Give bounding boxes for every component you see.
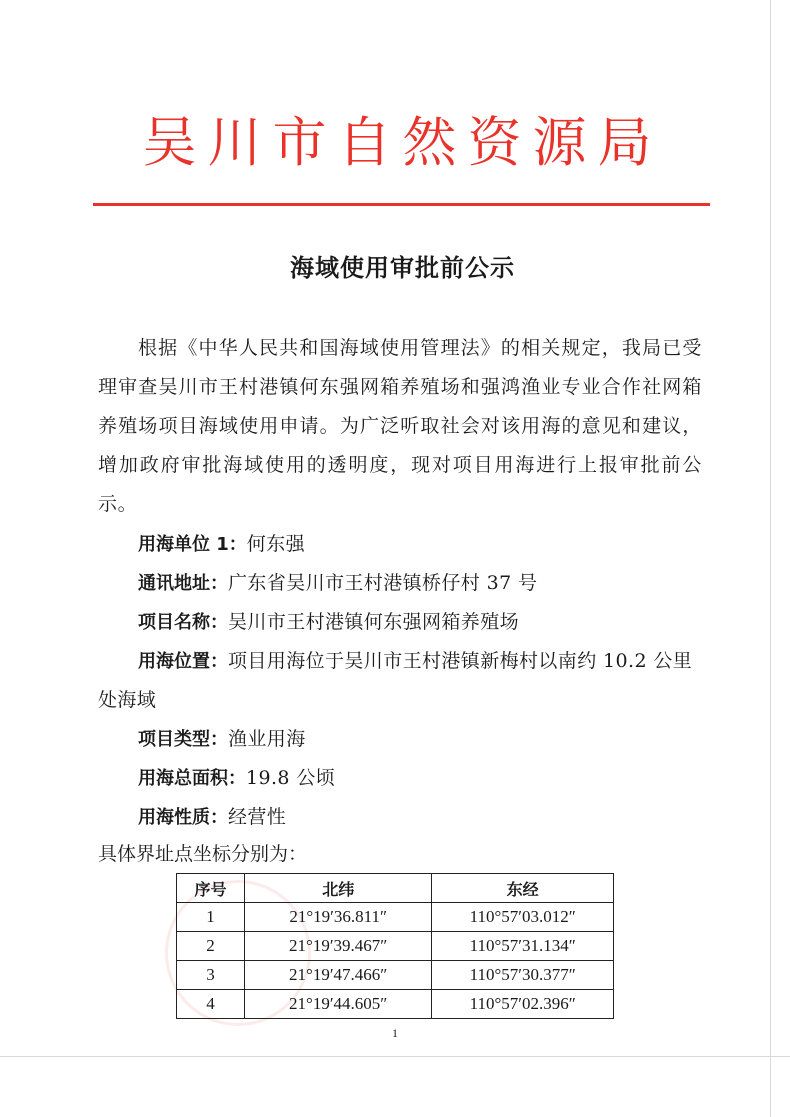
field-value: 项目用海位于吴川市王村港镇新梅村以南约 10.2 公里处海域 bbox=[98, 650, 693, 711]
cell-index: 2 bbox=[177, 932, 245, 961]
field-value: 广东省吴川市王村港镇桥仔村 37 号 bbox=[228, 572, 538, 594]
field-label: 通讯地址： bbox=[138, 573, 228, 594]
table-header-row bbox=[177, 874, 614, 903]
field-label: 项目名称： bbox=[138, 612, 228, 633]
body-paragraph: 根据《中华人民共和国海域使用管理法》的相关规定，我局已受理审查吴川市王村港镇何东强网箱养殖场和强鸿渔业专业合作社网箱养殖场项目海域使用申请。为广泛听取社会对该用海的意见和建议，增加政府审批海域使用的透明度，现对项目用海进行上报审批前公示。 bbox=[98, 337, 702, 515]
page-number: 1 bbox=[392, 1026, 398, 1040]
field-value: 何东强 bbox=[246, 533, 305, 555]
document-title: 海域使用审批前公示 bbox=[290, 254, 515, 282]
cell-latitude: 21°19′47.466″ bbox=[245, 961, 432, 990]
field-address bbox=[98, 564, 702, 603]
table-row bbox=[177, 932, 614, 961]
field-label: 用海总面积： bbox=[138, 768, 246, 789]
cell-latitude: 21°19′44.605″ bbox=[245, 990, 432, 1019]
cell-longitude: 110°57′31.134″ bbox=[432, 932, 614, 961]
field-total-area bbox=[98, 759, 702, 798]
table-row bbox=[177, 990, 614, 1019]
field-label: 用海性质： bbox=[138, 807, 228, 828]
field-applicant bbox=[98, 525, 702, 564]
field-value: 吴川市王村港镇何东强网箱养殖场 bbox=[228, 611, 520, 633]
scan-edge-line bbox=[770, 0, 771, 1117]
header-longitude: 东经 bbox=[432, 874, 614, 903]
cell-longitude: 110°57′03.012″ bbox=[432, 903, 614, 932]
cell-index: 4 bbox=[177, 990, 245, 1019]
org-name: 吴川市自然资源局 bbox=[142, 111, 663, 174]
cell-index: 1 bbox=[177, 903, 245, 932]
table-row bbox=[177, 961, 614, 990]
header-latitude: 北纬 bbox=[245, 874, 432, 903]
field-value: 经营性 bbox=[228, 806, 287, 828]
table-row bbox=[177, 903, 614, 932]
coords-intro: 具体界址点坐标分别为： bbox=[98, 843, 308, 865]
cell-index: 3 bbox=[177, 961, 245, 990]
header-index: 序号 bbox=[177, 874, 245, 903]
field-value: 渔业用海 bbox=[228, 728, 306, 750]
field-label: 用海单位 1： bbox=[138, 534, 247, 555]
coordinates-table bbox=[176, 873, 614, 1019]
scan-edge-line bbox=[0, 1056, 790, 1057]
field-value: 19.8 公顷 bbox=[246, 767, 336, 789]
header-red-rule bbox=[93, 203, 710, 206]
field-label: 项目类型： bbox=[138, 729, 228, 750]
field-project-type bbox=[98, 720, 702, 759]
field-project-name bbox=[98, 603, 702, 642]
cell-longitude: 110°57′02.396″ bbox=[432, 990, 614, 1019]
field-nature bbox=[98, 798, 702, 837]
field-label: 用海位置： bbox=[138, 651, 228, 672]
cell-latitude: 21°19′36.811″ bbox=[245, 903, 432, 932]
cell-latitude: 21°19′39.467″ bbox=[245, 932, 432, 961]
cell-longitude: 110°57′30.377″ bbox=[432, 961, 614, 990]
field-location bbox=[98, 642, 702, 720]
